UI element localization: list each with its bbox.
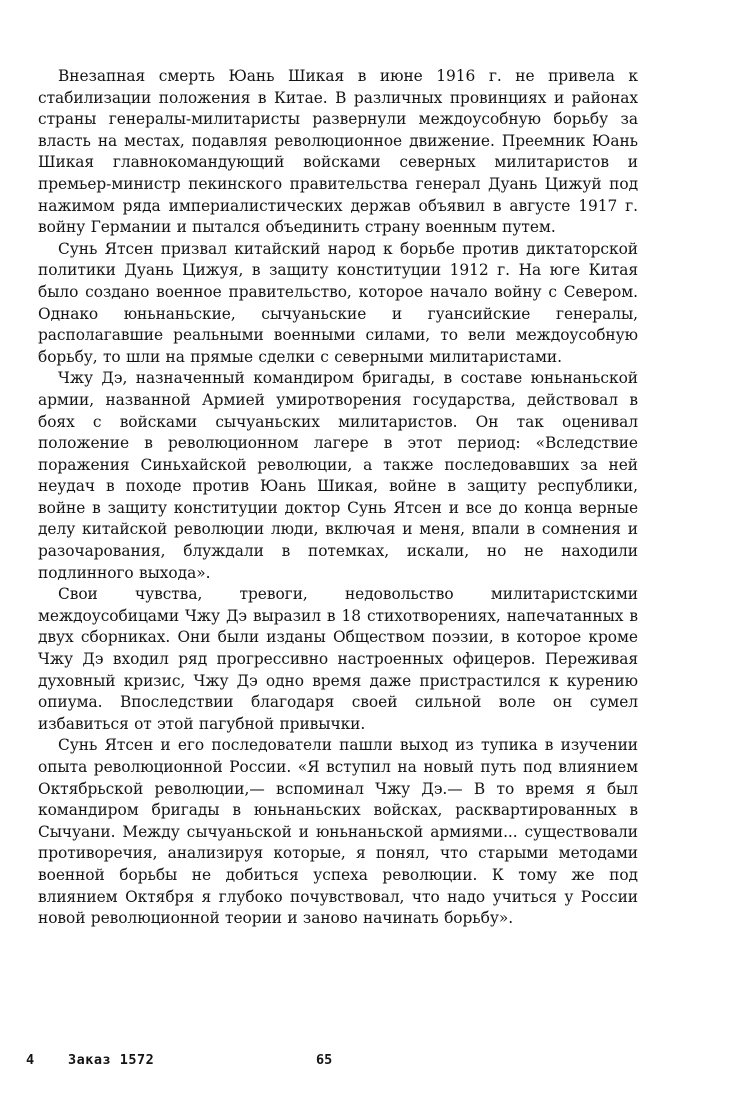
page-footer	[26, 1052, 646, 1074]
paragraph-4: Свои чувства, тревоги, недовольство милитаристскими междоусобицами Чжу Дэ выразил в 18 стихотворениях, напечатанных в двух сборниках. Они были изданы Обществом поэзии, в которое кроме Чжу Дэ входил ряд прогрессивно настроенных офицеров. Переживая духовный кризис, Чжу Дэ одно время даже пристрастился к курению опиума. Впоследствии благодаря своей сильной воле он сумел избавиться от этой пагубной привычки.	[38, 585, 638, 733]
print-order: Заказ 1572	[68, 1052, 155, 1068]
page-number: 65	[316, 1052, 333, 1068]
paragraph-1: Внезапная смерть Юань Шикая в июне 1916 г. не привела к стабилизации положения в Китае. В различных провинциях и районах страны генералы-милитаристы развернули междоусобную борьбу за власть на местах, подавляя революционное движение. Преемник Юань Шикая главнокомандующий войсками северных милитаристов и премьер-министр пекинского правительства генерал Дуань Цижуй под нажимом ряда империалистических держав объявил в августе 1917 г. войну Германии и пытался объединить страну военным путем.	[38, 67, 638, 237]
paragraph-2: Сунь Ятсен призвал китайский народ к борьбе против диктаторской политики Дуань Цижуя, в защиту конституции 1912 г. На юге Китая было создано военное правительство, которое начало войну с Севером. Однако юньнаньские, сычуаньские и гуансийские генералы, располагавшие реальными военными силами, то вели междоусобную борьбу, то шли на прямые сделки с северными милитаристами.	[38, 239, 638, 366]
paragraph-5: Сунь Ятсен и его последователи пашли выход из тупика в изучении опыта революционной России. «Я вступил на новый путь под влиянием Октябрьской революции,— вспоминал Чжу Дэ.— В то время я был командиром бригады в юньнаньских войсках, расквартированных в Сычуани. Между сычуаньской и юньнаньской армиями... существовали противоречия, анализируя которые, я понял, что старыми методами военной борьбы не добиться успеха революции. К тому же под влиянием Октября я глубоко почувствовал, что надо учиться у России новой революционной теории и заново начинать борьбу».	[38, 736, 638, 928]
body-text	[38, 66, 638, 930]
paragraph-3: Чжу Дэ, назначенный командиром бригады, в составе юньнаньской армии, названной Армией умиротворения государства, действовал в боях с войсками сычуаньских милитаристов. Он так оценивал положение в революционном лагере в этот период: «Вследствие поражения Синьхайской революции, а также последовавших за ней неудач в походе против Юань Шикая, войне в защиту республики, войне в защиту конституции доктор Сунь Ятсен и все до конца верные делу китайской революции люди, включая и меня, впали в сомнения и разочарования, блуждали в потемках, искали, но не находили подлинного выхода».	[38, 369, 638, 582]
signature-mark: 4	[26, 1052, 35, 1068]
